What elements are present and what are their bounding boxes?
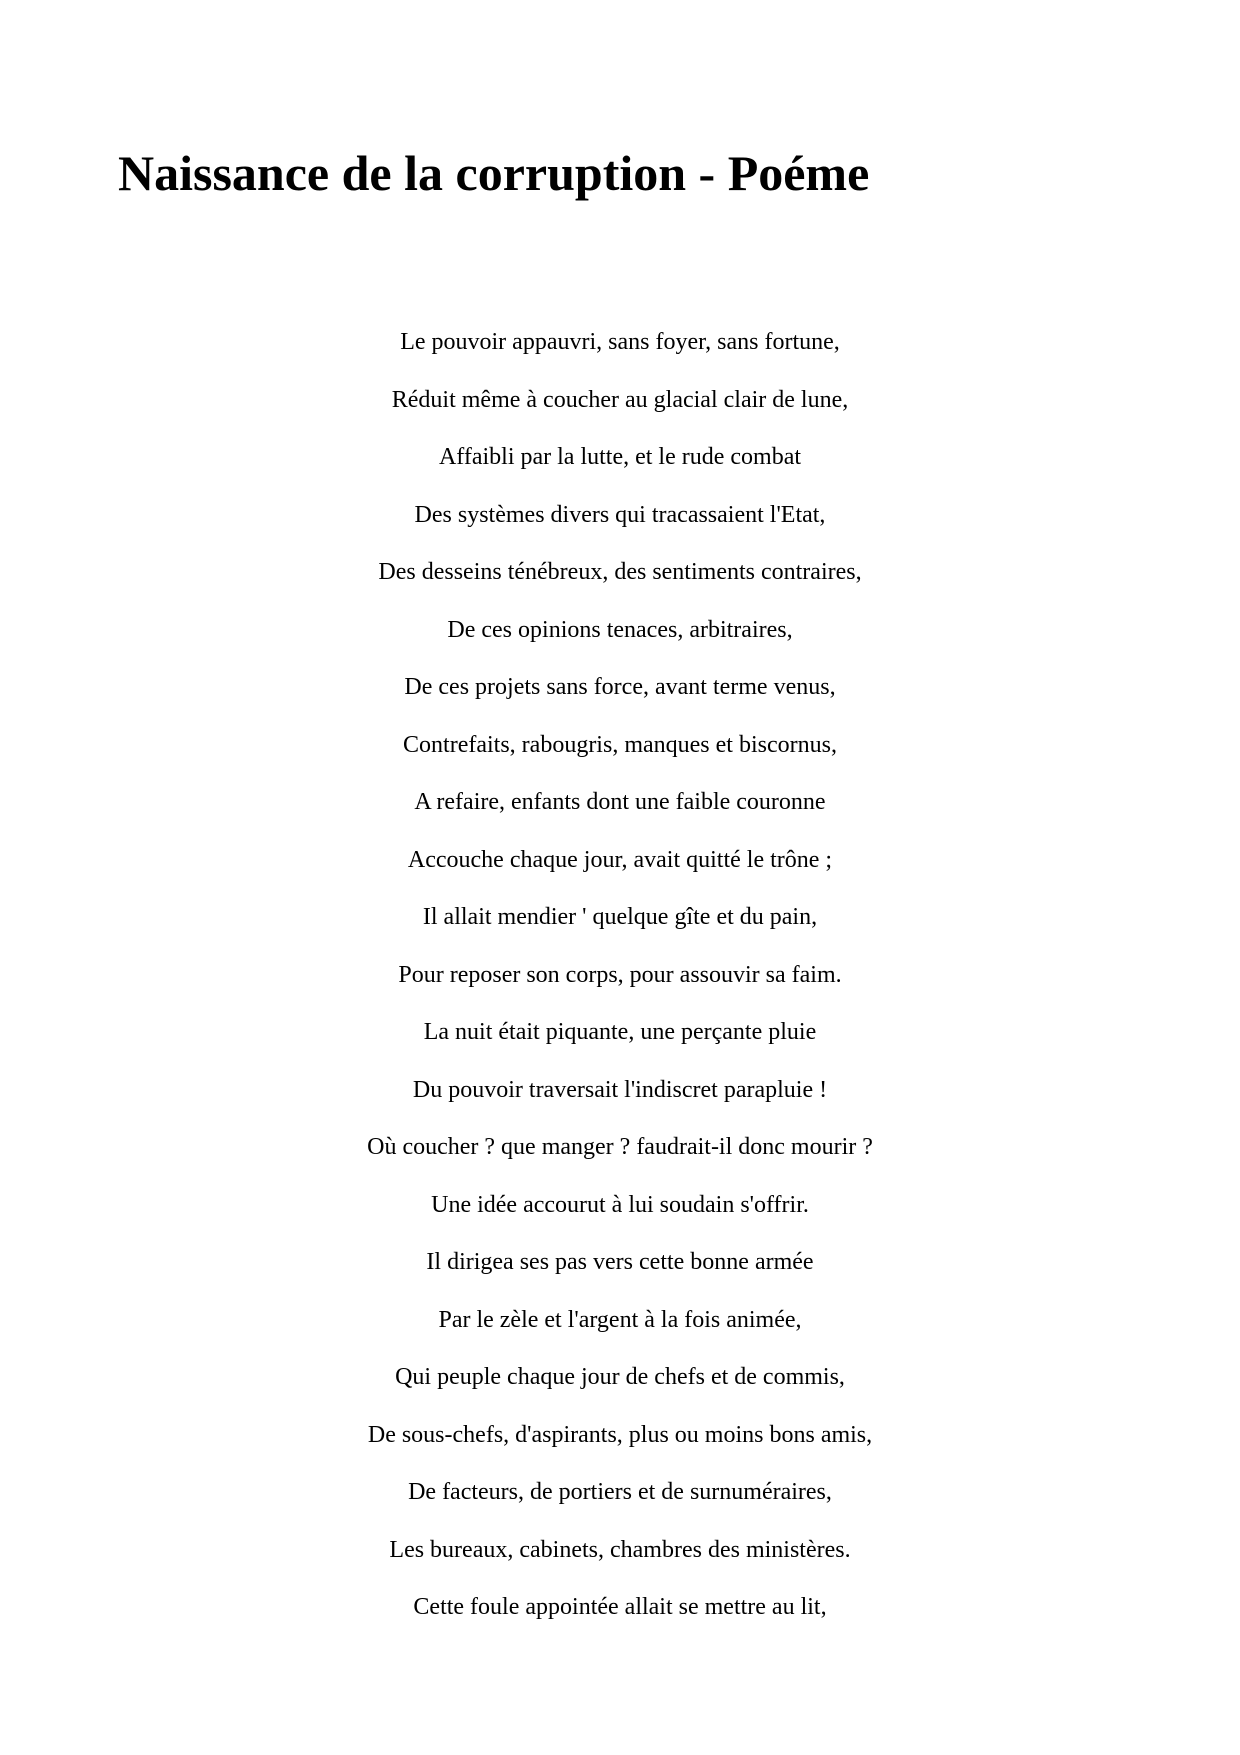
poem-verse: Contrefaits, rabougris, manques et biscornus, — [403, 731, 837, 758]
poem-verse: A refaire, enfants dont une faible couronne — [414, 789, 826, 815]
poem-verse: Accouche chaque jour, avait quitté le trône ; — [407, 846, 833, 873]
poem-verse: Une idée accourut à lui soudain s'offrir. — [431, 1191, 809, 1218]
poem-verse: Il allait mendier ' quelque gîte et du pain, — [422, 904, 818, 930]
poem-verse: De facteurs, de portiers et de surnuméraires, — [408, 1479, 832, 1505]
poem-body — [0, 322, 1240, 1645]
poem-verse: Pour reposer son corps, pour assouvir sa faim. — [398, 961, 842, 988]
poem-verse: Le pouvoir appauvri, sans foyer, sans fortune, — [400, 329, 840, 355]
poem-verse: La nuit était piquante, une perçante pluie — [423, 1019, 817, 1045]
poem-verse: Des desseins ténébreux, des sentiments contraires, — [378, 559, 862, 585]
poem-verse: Qui peuple chaque jour de chefs et de commis, — [395, 1364, 845, 1390]
poem-verse: De ces projets sans force, avant terme venus, — [404, 674, 836, 700]
poem-verse: Cette foule appointée allait se mettre au lit, — [413, 1594, 827, 1620]
poem-verse: Où coucher ? que manger ? faudrait-il donc mourir ? — [367, 1134, 873, 1160]
poem-verse: De sous-chefs, d'aspirants, plus ou moins bons amis, — [367, 1421, 873, 1448]
poem-verse: Les bureaux, cabinets, chambres des ministères. — [389, 1536, 851, 1563]
poem-verse: Affaibli par la lutte, et le rude combat — [438, 444, 802, 470]
poem-verse: Du pouvoir traversait l'indiscret parapluie ! — [412, 1076, 828, 1103]
page-title: Naissance de la corruption - Poéme — [118, 145, 870, 201]
poem-verse: Réduit même à coucher au glacial clair de lune, — [391, 386, 849, 413]
poem-verse: De ces opinions tenaces, arbitraires, — [447, 616, 793, 643]
poem-verse: Des systèmes divers qui tracassaient l'Etat, — [414, 501, 826, 528]
poem-verse: Par le zèle et l'argent à la fois animée, — [438, 1306, 802, 1333]
poem-verse: Il dirigea ses pas vers cette bonne armée — [426, 1249, 814, 1275]
